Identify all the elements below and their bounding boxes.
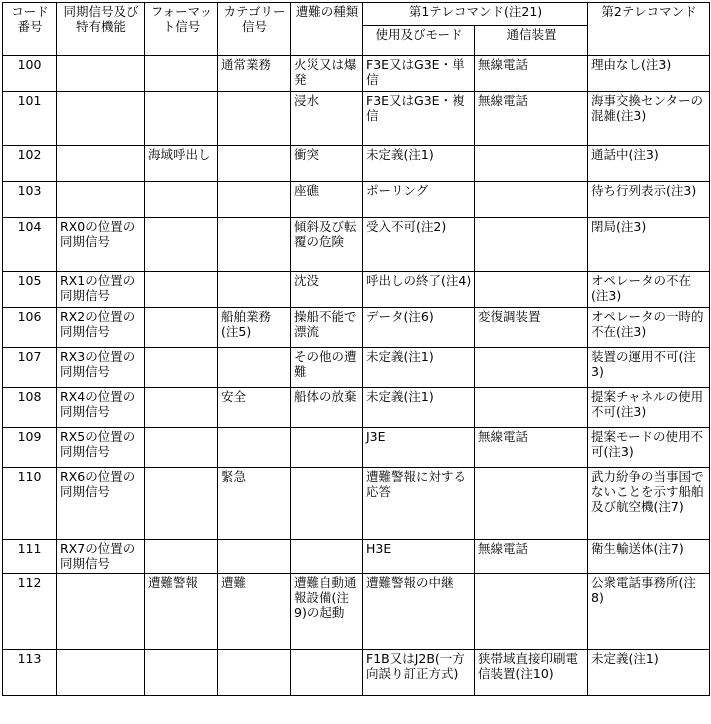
table-row (3, 56, 710, 92)
cell-comm-device (475, 468, 588, 540)
cell-format (145, 428, 218, 468)
cell-category: 安全 (218, 388, 291, 428)
cell-comm-device: 無線電話 (475, 540, 588, 574)
cell-comm-device: 変復調装置 (475, 308, 588, 348)
cell-code: 107 (3, 348, 57, 388)
cell-code: 111 (3, 540, 57, 574)
cell-category: 通常業務 (218, 56, 291, 92)
table-row (3, 650, 710, 696)
cell-format (145, 218, 218, 272)
cell-use-mode: F1B又はJ2B(一方向誤り訂正方式) (363, 650, 475, 696)
cell-second-telecommand: 閉局(注3) (588, 218, 710, 272)
cell-second-telecommand: 通話中(注3) (588, 146, 710, 182)
cell-category: 緊急 (218, 468, 291, 540)
cell-code: 104 (3, 218, 57, 272)
cell-format (145, 56, 218, 92)
cell-use-mode: F3E又はG3E・単信 (363, 56, 475, 92)
cell-sync (57, 56, 145, 92)
table-row (3, 308, 710, 348)
cell-distress: 衝突 (291, 146, 363, 182)
cell-format (145, 308, 218, 348)
header-distress: 遭難の種類 (291, 3, 363, 56)
cell-sync: RX4の位置の同期信号 (57, 388, 145, 428)
cell-format (145, 182, 218, 218)
cell-distress: 船体の放棄 (291, 388, 363, 428)
table-row (3, 92, 710, 146)
code-table (2, 2, 710, 696)
cell-distress: 浸水 (291, 92, 363, 146)
cell-second-telecommand: 提案チャネルの使用不可(注3) (588, 388, 710, 428)
cell-comm-device (475, 388, 588, 428)
cell-comm-device: 無線電話 (475, 92, 588, 146)
cell-format (145, 540, 218, 574)
cell-format (145, 272, 218, 308)
cell-category (218, 218, 291, 272)
cell-distress: 操船不能で漂流 (291, 308, 363, 348)
cell-comm-device (475, 348, 588, 388)
cell-second-telecommand: 公衆電話事務所(注8) (588, 574, 710, 650)
header-format: フォーマット信号 (145, 3, 218, 56)
cell-category (218, 348, 291, 388)
cell-comm-device (475, 574, 588, 650)
cell-use-mode: データ(注6) (363, 308, 475, 348)
cell-comm-device (475, 272, 588, 308)
cell-category (218, 428, 291, 468)
cell-comm-device (475, 146, 588, 182)
cell-use-mode: 未定義(注1) (363, 388, 475, 428)
cell-use-mode: 遭難警報に対する応答 (363, 468, 475, 540)
cell-sync: RX1の位置の同期信号 (57, 272, 145, 308)
cell-format: 海域呼出し (145, 146, 218, 182)
table-row (3, 348, 710, 388)
cell-code: 103 (3, 182, 57, 218)
header-sync: 同期信号及び特有機能 (57, 3, 145, 56)
cell-use-mode: H3E (363, 540, 475, 574)
cell-sync (57, 92, 145, 146)
cell-code: 102 (3, 146, 57, 182)
cell-code: 108 (3, 388, 57, 428)
cell-code: 101 (3, 92, 57, 146)
table-row (3, 468, 710, 540)
header-first-telecommand: 第1テレコマンド(注21) (363, 3, 588, 26)
cell-comm-device (475, 218, 588, 272)
cell-use-mode: F3E又はG3E・複信 (363, 92, 475, 146)
cell-use-mode: 呼出しの終了(注4) (363, 272, 475, 308)
cell-second-telecommand: 未定義(注1) (588, 650, 710, 696)
cell-sync: RX6の位置の同期信号 (57, 468, 145, 540)
cell-code: 110 (3, 468, 57, 540)
header-second-telecommand: 第2テレコマンド (588, 3, 710, 56)
cell-distress: 沈没 (291, 272, 363, 308)
cell-second-telecommand: 提案モードの使用不可(注3) (588, 428, 710, 468)
cell-category: 遭難 (218, 574, 291, 650)
cell-category: 船舶業務(注5) (218, 308, 291, 348)
cell-format (145, 92, 218, 146)
cell-comm-device: 無線電話 (475, 428, 588, 468)
cell-code: 112 (3, 574, 57, 650)
table-row (3, 540, 710, 574)
cell-code: 106 (3, 308, 57, 348)
cell-code: 113 (3, 650, 57, 696)
cell-use-mode: 未定義(注1) (363, 146, 475, 182)
cell-second-telecommand: 待ち行列表示(注3) (588, 182, 710, 218)
cell-sync (57, 574, 145, 650)
cell-sync (57, 650, 145, 696)
cell-distress (291, 540, 363, 574)
cell-use-mode: 未定義(注1) (363, 348, 475, 388)
table-row (3, 272, 710, 308)
table-row (3, 574, 710, 650)
header-comm-device: 通信装置 (475, 26, 588, 56)
cell-comm-device: 狭帯域直接印刷電信装置(注10) (475, 650, 588, 696)
cell-code: 109 (3, 428, 57, 468)
cell-second-telecommand: オペレータの不在(注3) (588, 272, 710, 308)
cell-second-telecommand: 海事交換センターの混雑(注3) (588, 92, 710, 146)
cell-code: 105 (3, 272, 57, 308)
cell-comm-device (475, 182, 588, 218)
table-row (3, 182, 710, 218)
cell-distress: 遭難自動通報設備(注9)の起動 (291, 574, 363, 650)
cell-category (218, 650, 291, 696)
cell-distress: その他の遭難 (291, 348, 363, 388)
cell-sync (57, 146, 145, 182)
table-header (3, 3, 710, 56)
cell-category (218, 272, 291, 308)
table-body (3, 56, 710, 696)
cell-format (145, 650, 218, 696)
cell-format: 遭難警報 (145, 574, 218, 650)
cell-sync (57, 182, 145, 218)
cell-sync: RX7の位置の同期信号 (57, 540, 145, 574)
cell-format (145, 468, 218, 540)
table-row (3, 218, 710, 272)
cell-use-mode: 遭難警報の中継 (363, 574, 475, 650)
cell-use-mode: J3E (363, 428, 475, 468)
cell-format (145, 388, 218, 428)
header-category: カテゴリー信号 (218, 3, 291, 56)
cell-category (218, 540, 291, 574)
table-row (3, 428, 710, 468)
cell-second-telecommand: 装置の運用不可(注3) (588, 348, 710, 388)
cell-code: 100 (3, 56, 57, 92)
cell-category (218, 92, 291, 146)
cell-sync: RX5の位置の同期信号 (57, 428, 145, 468)
cell-use-mode: ポーリング (363, 182, 475, 218)
cell-sync: RX2の位置の同期信号 (57, 308, 145, 348)
cell-second-telecommand: 理由なし(注3) (588, 56, 710, 92)
cell-sync: RX0の位置の同期信号 (57, 218, 145, 272)
cell-second-telecommand: オペレータの一時的不在(注3) (588, 308, 710, 348)
table-row (3, 146, 710, 182)
header-use-mode: 使用及びモード (363, 26, 475, 56)
cell-distress (291, 468, 363, 540)
cell-format (145, 348, 218, 388)
cell-comm-device: 無線電話 (475, 56, 588, 92)
table-row (3, 388, 710, 428)
cell-second-telecommand: 衛生輸送体(注7) (588, 540, 710, 574)
cell-use-mode: 受入不可(注2) (363, 218, 475, 272)
cell-distress: 火災又は爆発 (291, 56, 363, 92)
cell-sync: RX3の位置の同期信号 (57, 348, 145, 388)
cell-distress (291, 650, 363, 696)
cell-distress: 傾斜及び転覆の危険 (291, 218, 363, 272)
cell-category (218, 146, 291, 182)
header-code: コード番号 (3, 3, 57, 56)
cell-category (218, 182, 291, 218)
cell-distress: 座礁 (291, 182, 363, 218)
cell-second-telecommand: 武力紛争の当事国でないことを示す船舶及び航空機(注7) (588, 468, 710, 540)
cell-distress (291, 428, 363, 468)
